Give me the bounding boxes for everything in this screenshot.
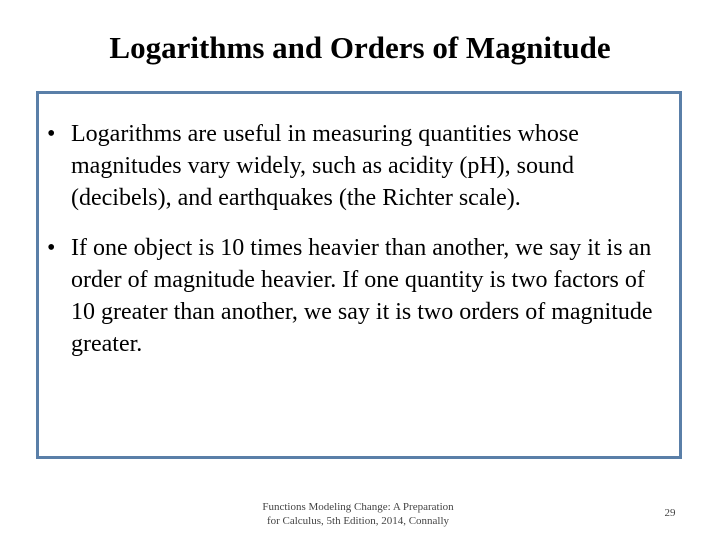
content-box [36,91,682,459]
bullet-marker: • [47,235,56,261]
bullet-marker: • [47,121,56,147]
bullet-text: If one object is 10 times heavier than another, we say it is an order of magnitude heavier. If one quantity is two factors of 10 greater than another, we say it is two orders of magnitude greater. [71,235,653,357]
bullet-list [39,118,679,378]
bullet-text: Logarithms are useful in measuring quantities whose magnitudes vary widely, such as acidity (pH), sound (decibels), and earthquakes (the Richter scale). [71,121,579,211]
citation-line-2: for Calculus, 5th Edition, 2014, Connally [266,515,450,527]
citation-line-1: Functions Modeling Change: A Preparation [262,501,454,513]
bullet-item [39,118,679,214]
bullet-item [39,232,679,360]
page-number: 29 [664,507,676,519]
footer-citation [230,500,486,528]
slide-title: Logarithms and Orders of Magnitude [109,30,611,65]
